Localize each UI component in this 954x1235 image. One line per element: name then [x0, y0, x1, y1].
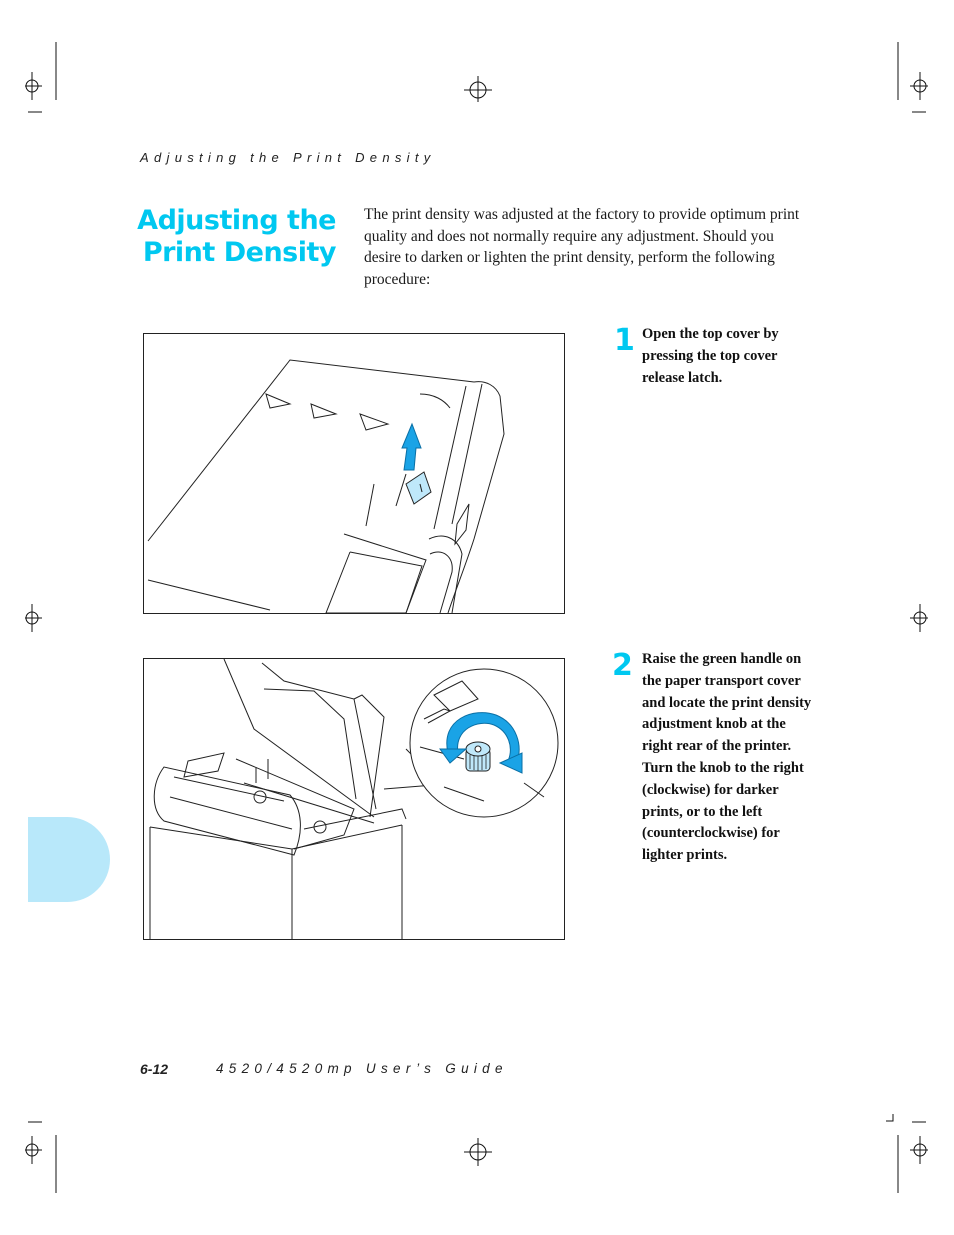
- intro-paragraph: The print density was adjusted at the factory to provide optimum print quality and does not normally require any adjustment. Should you desire to darken or lighten the print density, perform the following procedure:: [364, 206, 800, 288]
- footer-guide-title: 4520/4520mp User’s Guide: [216, 1061, 508, 1076]
- footer-page-number: 6-12: [140, 1061, 169, 1077]
- step-2-number: 2: [612, 648, 633, 683]
- page-title: [130, 205, 336, 269]
- step-1-number: 1: [614, 323, 635, 358]
- zoom-circle: [410, 669, 558, 817]
- printer-top-cover-illustration: [144, 334, 564, 613]
- step-2-text: Raise the green handle on the paper transport cover and locate the print density adjustment knob at the right rear of the printer. Turn the knob to the right (clockwise) for darker prints, or to the left (counterclockwise) for lighter prints.: [642, 651, 812, 864]
- figure-density-knob: [143, 658, 565, 940]
- density-knob: [466, 742, 490, 771]
- chapter-tab: [28, 817, 110, 902]
- release-latch: [406, 472, 431, 504]
- title-line-1: Adjusting the: [137, 205, 336, 236]
- running-head: Adjusting the Print Density: [140, 150, 436, 165]
- title-line-2: Print Density: [142, 237, 336, 268]
- figure-top-cover: [143, 333, 565, 614]
- printer-open-illustration: [144, 659, 564, 939]
- step-1-text: Open the top cover by pressing the top cover release latch.: [642, 326, 779, 386]
- press-arrow: [402, 424, 421, 470]
